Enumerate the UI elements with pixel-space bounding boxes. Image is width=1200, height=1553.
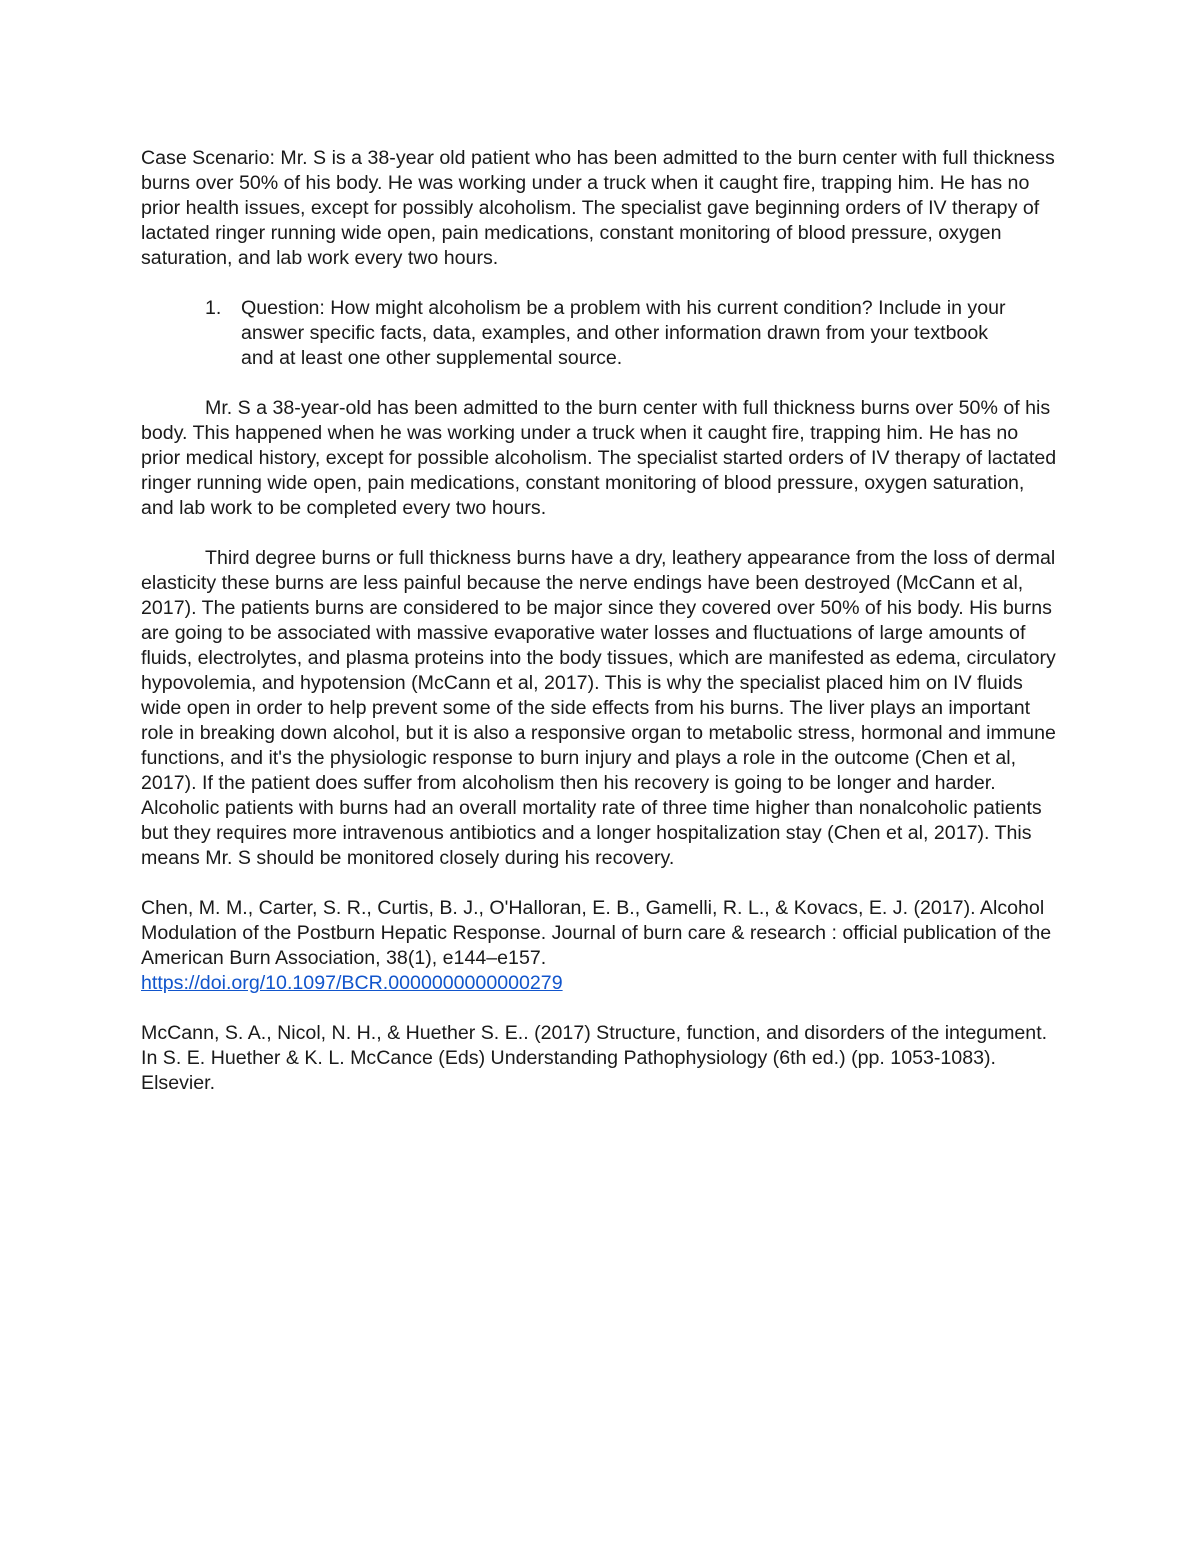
- answer-paragraph-1: Mr. S a 38-year-old has been admitted to the burn center with full thickness burns over 50% of his body. This happened when he was working under a truck when it caught fire, trapping him. He has no prior medical history, except for possible alcoholism. The specialist started orders of IV therapy of lactated ringer running wide open, pain medications, constant monitoring of blood pressure, oxygen saturation, and lab work to be completed every two hours.: [141, 397, 1057, 519]
- case-scenario-paragraph: Case Scenario: Mr. S is a 38-year old patient who has been admitted to the burn center with full thickness burns over 50% of his body. He was working under a truck when it caught fire, trapping him. He has no prior health issues, except for possibly alcoholism. The specialist gave beginning orders of IV therapy of lactated ringer running wide open, pain medications, constant monitoring of blood pressure, oxygen saturation, and lab work every two hours.: [141, 147, 1055, 269]
- question-text: Question: How might alcoholism be a problem with his current condition? Include in your answer specific facts, data, examples, and other information drawn from your textbook and at least one other supplemental source.: [241, 297, 1006, 369]
- reference-doi-link[interactable]: https://doi.org/10.1097/BCR.0000000000000279: [141, 972, 563, 994]
- reference-mccann: McCann, S. A., Nicol, N. H., & Huether S. E.. (2017) Structure, function, and disorders of the integument. In S. E. Huether & K. L. McCance (Eds) Understanding Pathophysiology (6th ed.) (pp. 1053-1083). Elsevier.: [141, 1022, 1048, 1094]
- question-number: 1.: [205, 297, 222, 319]
- reference-chen-text: Chen, M. M., Carter, S. R., Curtis, B. J., O'Halloran, E. B., Gamelli, R. L., & Kovacs, E. J. (2017). Alcohol Modulation of the Postburn Hepatic Response. Journal of burn care & research : official publication of the American Burn Association, 38(1), e144–e157.: [141, 897, 1052, 969]
- document-body: [141, 146, 1061, 1096]
- answer-paragraph-2: Third degree burns or full thickness burns have a dry, leathery appearance from the loss of dermal elasticity these burns are less painful because the nerve endings have been destroyed (McCann et al, 2017). The patients burns are considered to be major since they covered over 50% of his body. His burns are going to be associated with massive evaporative water losses and fluctuations of large amounts of fluids, electrolytes, and plasma proteins into the body tissues, which are manifested as edema, circulatory hypovolemia, and hypotension (McCann et al, 2017). This is why the specialist placed him on IV fluids wide open in order to help prevent some of the side effects from his burns. The liver plays an important role in breaking down alcohol, but it is also a responsive organ to metabolic stress, hormonal and immune functions, and it's the physiologic response to burn injury and plays a role in the outcome (Chen et al, 2017). If the patient does suffer from alcoholism then his recovery is going to be longer and harder. Alcoholic patients with burns had an overall mortality rate of three time higher than nonalcoholic patients but they requires more intravenous antibiotics and a longer hospitalization stay (Chen et al, 2017). This means Mr. S should be monitored closely during his recovery.: [141, 547, 1056, 869]
- reference-chen: [141, 896, 1061, 996]
- question-list-item: [141, 296, 1015, 371]
